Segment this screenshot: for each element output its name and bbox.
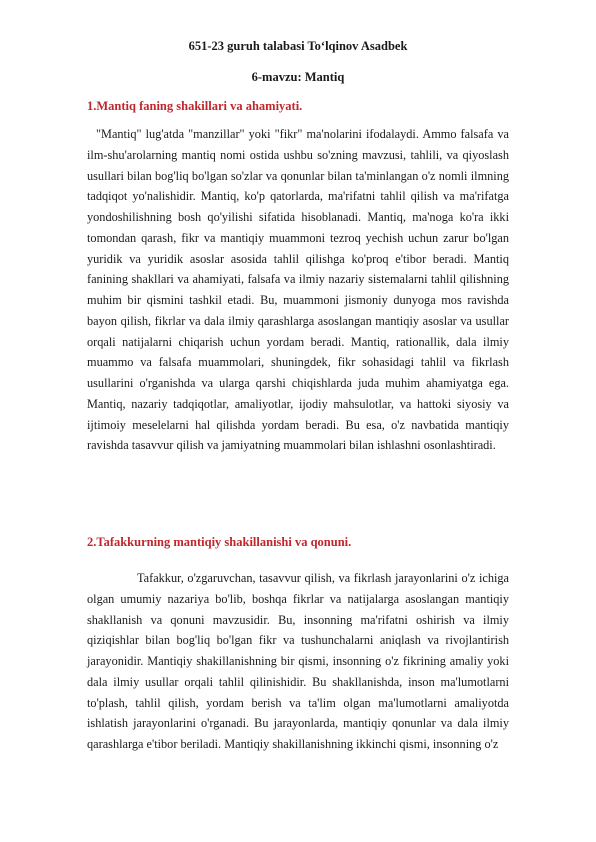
author-line: 651-23 guruh talabasi To‘lqinov Asadbek bbox=[188, 39, 408, 53]
section-heading: 1.Mantiq faning shakillari va ahamiyati. bbox=[87, 99, 303, 113]
section-paragraph: Tafakkur, o'zgaruvchan, tasavvur qilish, va fikrlash jarayonlarini o'z ichiga olgan umumiy nazariya bo'lib, boshqa fikrlar va natijalarga asoslangan mantiqiy shakllanish va qonuni mavzusidir. Bu, insonning ma'rifatni oshirish va ilmiy qiziqishlar bilan bog'liq bo'lgan fikr va tushunchalarni aniqlash va rivojlantirish jarayonidir. Mantiqiy shakillanishning bir qismi, insonning o'z fikrining amaliy yoki dala ilmiy usullar orqali tahlil qilinishidir. Bu shakllanishda, inson ma'lumotlarni to'plash, tahlil qilish, yordam berish va ta'lim olgan ma'lumotlarni amaliyotda ishlatish jarayonlarini o'rganadi. Bu jarayonlarda, mantiqiy qonunlar va dala ilmiy qarashlarga e'tibor beriladi. Mantiqiy shakillanishning ikkinchi qismi, insonning o'z bbox=[87, 571, 509, 751]
section-paragraph: "Mantiq" lug'atda "manzillar" yoki "fikr" ma'nolarini ifodalaydi. Ammo falsafa va ilm-shu'arolarning mantiq nomi ostida ushbu so'zning mavzusi, tahlili, va qiyoslash usullari bilan bog'liq bo'lgan so'zlar va qonunlar bilan ta'minlangan o'z nomli ilmning tadqiqot yo'nalishidir. Mantiq, ko'p qatorlarda, ma'rifatni tahlil qilish va ma'rifatga yondoshilishning bosh qo'yilishi sifatida hisoblanadi. Mantiq, ma'noga ko'ra ikki tomondan qarash, fikr va mantiqiy muammoni tezroq yechish uchun zarur bo'lgan yuridik va yuridik asoslar asosida tahlil qilishga ko'proq e'tibor beradi. Mantiq fanining shakllari va ahamiyati, falsafa va ilmiy nazariy sistemalarni tahlil qilishning muhim bir qismini tashkil etadi. Bu, muammoni jismoniy dunyoga mos ravishda bayon qilish, fikrlar va dala ilmiy qarashlarga asoslangan mantiqiy asoslar va usullar orqali natijalarni chiqarish uchun yordam beradi. Mantiq, rationallik, dala ilmiy muammo va falsafa muammolari, shuningdek, fikr sohasidagi tahlil va fikrlash usullarini o'rganishda va ularga qarshi chiqishlarda juda muhim ahamiyatga ega. Mantiq, nazariy tadqiqotlar, amaliyotlar, ijodiy mahsulotlar, va hattoki siyosiy va ijtimoiy meselelarni hal qilishda yordam beradi. Bu esa, o'z navbatida mantiqiy ravishda tasavvur qilish va jamiyatning muammolari bilan ishlashni osonlashtiradi. bbox=[87, 127, 509, 453]
section-heading: 2.Tafakkurning mantiqiy shakillanishi va qonuni. bbox=[87, 535, 352, 549]
topic-title: 6-mavzu: Mantiq bbox=[251, 70, 345, 84]
